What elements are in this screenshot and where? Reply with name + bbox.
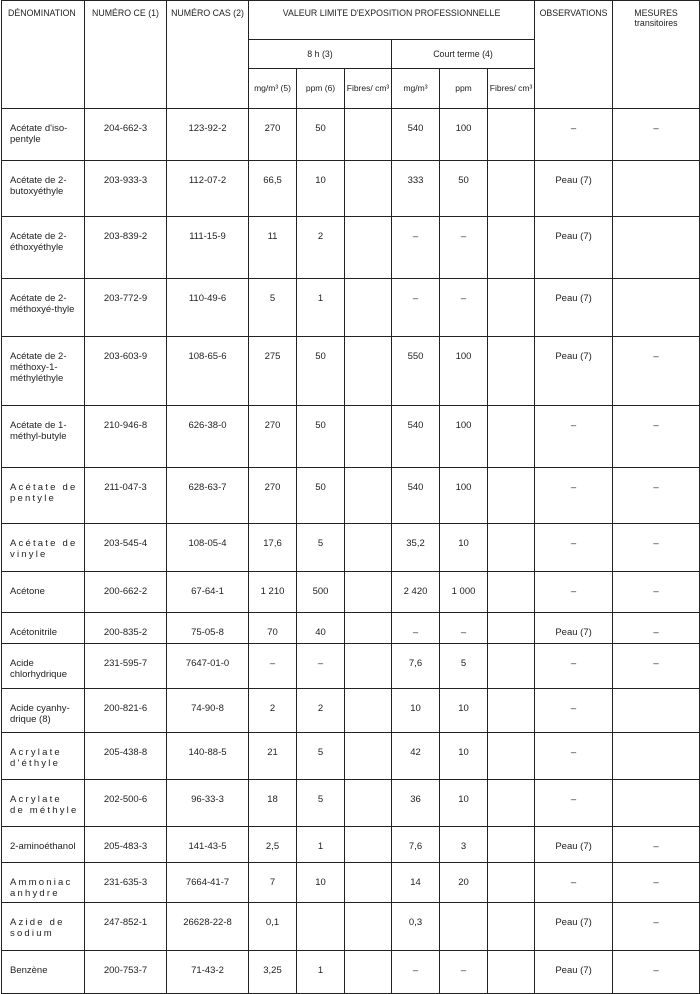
cell-name: Acétate d'iso-pentyle — [2, 109, 85, 161]
cell-mg8: 18 — [249, 780, 297, 827]
cell-ppm8: 1 — [297, 827, 345, 863]
cell-cas: 141-43-5 — [167, 827, 249, 863]
table-row — [2, 903, 700, 951]
cell-obs: Peau (7) — [535, 279, 613, 337]
cell-fib8 — [345, 644, 392, 689]
cell-name: Acétate de 2-butoxyéthyle — [2, 161, 85, 217]
cell-fibct — [488, 689, 535, 733]
cell-fibct — [488, 468, 535, 524]
cell-fibct — [488, 827, 535, 863]
cell-ppm8: – — [297, 644, 345, 689]
cell-fibct — [488, 572, 535, 613]
cell-mes: – — [613, 613, 700, 644]
cell-fibct — [488, 951, 535, 994]
cell-cas: 67-64-1 — [167, 572, 249, 613]
cell-mes — [613, 780, 700, 827]
cell-mgct: 36 — [392, 780, 440, 827]
cell-obs: – — [535, 109, 613, 161]
cell-fib8 — [345, 689, 392, 733]
cell-mgct: 2 420 — [392, 572, 440, 613]
cell-ce: 231-595-7 — [85, 644, 167, 689]
cell-fibct — [488, 406, 535, 468]
cell-fibct — [488, 109, 535, 161]
cell-mgct: – — [392, 951, 440, 994]
cell-cas: 110-49-6 — [167, 279, 249, 337]
cell-mg8: 17,6 — [249, 524, 297, 572]
cell-mgct: 35,2 — [392, 524, 440, 572]
cell-mgct: 540 — [392, 468, 440, 524]
cell-mg8: 275 — [249, 337, 297, 406]
table-row — [2, 780, 700, 827]
cell-mes: – — [613, 644, 700, 689]
cell-mg8: – — [249, 644, 297, 689]
cell-ce: 203-545-4 — [85, 524, 167, 572]
cell-mes: – — [613, 406, 700, 468]
cell-fibct — [488, 863, 535, 903]
cell-obs: – — [535, 733, 613, 780]
cell-fib8 — [345, 827, 392, 863]
cell-mes — [613, 161, 700, 217]
cell-ppmct: 100 — [440, 337, 488, 406]
cell-ce: 231-635-3 — [85, 863, 167, 903]
cell-name: Acétate de 2-méthoxyé-thyle — [2, 279, 85, 337]
header-numero-ce: NUMÉRO CE (1) — [85, 1, 167, 109]
cell-mg8: 70 — [249, 613, 297, 644]
cell-obs: – — [535, 524, 613, 572]
cell-ce: 203-933-3 — [85, 161, 167, 217]
cell-name: Acétonitrile — [2, 613, 85, 644]
cell-ppm8: 500 — [297, 572, 345, 613]
cell-cas: 108-65-6 — [167, 337, 249, 406]
cell-name: Ammoniac anhydre — [2, 863, 85, 903]
cell-name: Azide de sodium — [2, 903, 85, 951]
table-row — [2, 337, 700, 406]
cell-ce: 203-772-9 — [85, 279, 167, 337]
cell-mg8: 5 — [249, 279, 297, 337]
header-denomination: DÉNOMINATION — [2, 1, 85, 109]
cell-mg8: 270 — [249, 406, 297, 468]
header-court-terme: Court terme (4) — [392, 40, 535, 69]
cell-fib8 — [345, 279, 392, 337]
cell-cas: 111-15-9 — [167, 217, 249, 279]
cell-ce: 211-047-3 — [85, 468, 167, 524]
cell-mgct: – — [392, 279, 440, 337]
cell-mgct: 7,6 — [392, 644, 440, 689]
cell-mg8: 270 — [249, 109, 297, 161]
cell-cas: 74-90-8 — [167, 689, 249, 733]
cell-cas: 7647-01-0 — [167, 644, 249, 689]
cell-fibct — [488, 644, 535, 689]
cell-mgct: 540 — [392, 109, 440, 161]
cell-mes — [613, 733, 700, 780]
cell-obs: Peau (7) — [535, 337, 613, 406]
header-mgm3-8h: mg/m³ (5) — [249, 69, 297, 109]
cell-mes — [613, 689, 700, 733]
cell-mgct: – — [392, 217, 440, 279]
cell-obs: Peau (7) — [535, 951, 613, 994]
cell-ppmct: 50 — [440, 161, 488, 217]
cell-mes — [613, 217, 700, 279]
cell-cas: 7664-41-7 — [167, 863, 249, 903]
cell-name: Acétone — [2, 572, 85, 613]
cell-ppmct: 20 — [440, 863, 488, 903]
cell-mg8: 11 — [249, 217, 297, 279]
cell-ppmct: 3 — [440, 827, 488, 863]
cell-fib8 — [345, 161, 392, 217]
cell-ppm8: 50 — [297, 406, 345, 468]
cell-mes: – — [613, 337, 700, 406]
cell-ppm8 — [297, 903, 345, 951]
cell-fib8 — [345, 524, 392, 572]
cell-name: Acrylate de méthyle — [2, 780, 85, 827]
cell-cas: 123-92-2 — [167, 109, 249, 161]
cell-fib8 — [345, 780, 392, 827]
table-row — [2, 733, 700, 780]
cell-fib8 — [345, 613, 392, 644]
cell-mg8: 3,25 — [249, 951, 297, 994]
cell-fib8 — [345, 951, 392, 994]
cell-name: 2-aminoéthanol — [2, 827, 85, 863]
cell-obs: – — [535, 780, 613, 827]
cell-ppm8: 5 — [297, 733, 345, 780]
cell-ppm8: 40 — [297, 613, 345, 644]
cell-ppmct: 100 — [440, 406, 488, 468]
cell-ppm8: 50 — [297, 468, 345, 524]
cell-ppmct: 5 — [440, 644, 488, 689]
header-mgm3-ct: mg/m³ — [392, 69, 440, 109]
cell-ppm8: 50 — [297, 337, 345, 406]
cell-fibct — [488, 780, 535, 827]
cell-ce: 203-603-9 — [85, 337, 167, 406]
cell-obs: Peau (7) — [535, 613, 613, 644]
cell-ppmct: 10 — [440, 689, 488, 733]
header-ppm-ct: ppm — [440, 69, 488, 109]
cell-ppm8: 1 — [297, 951, 345, 994]
header-mesures: MESURES transitoires — [613, 1, 700, 109]
cell-ce: 247-852-1 — [85, 903, 167, 951]
cell-ce: 205-438-8 — [85, 733, 167, 780]
cell-fibct — [488, 903, 535, 951]
cell-mg8: 7 — [249, 863, 297, 903]
cell-fibct — [488, 733, 535, 780]
cell-ppmct — [440, 903, 488, 951]
cell-obs: – — [535, 406, 613, 468]
cell-mgct: 42 — [392, 733, 440, 780]
header-vlep: VALEUR LIMITE D'EXPOSITION PROFESSIONNELLE — [249, 1, 535, 40]
cell-obs: – — [535, 863, 613, 903]
cell-cas: 112-07-2 — [167, 161, 249, 217]
cell-ce: 200-753-7 — [85, 951, 167, 994]
cell-mgct: 10 — [392, 689, 440, 733]
cell-mes: – — [613, 863, 700, 903]
table-body — [2, 109, 700, 994]
cell-ppm8: 5 — [297, 780, 345, 827]
header-observations: OBSERVATIONS — [535, 1, 613, 109]
cell-name: Acide cyanhy-drique (8) — [2, 689, 85, 733]
cell-ppm8: 10 — [297, 863, 345, 903]
cell-obs: – — [535, 689, 613, 733]
cell-mgct: 14 — [392, 863, 440, 903]
table-row — [2, 279, 700, 337]
table-row — [2, 468, 700, 524]
cell-ce: 205-483-3 — [85, 827, 167, 863]
header-ppm-8h: ppm (6) — [297, 69, 345, 109]
cell-mgct: 540 — [392, 406, 440, 468]
cell-cas: 26628-22-8 — [167, 903, 249, 951]
cell-obs: Peau (7) — [535, 903, 613, 951]
table-row — [2, 613, 700, 644]
cell-cas: 75-05-8 — [167, 613, 249, 644]
cell-mg8: 21 — [249, 733, 297, 780]
cell-ppmct: 10 — [440, 733, 488, 780]
cell-mg8: 1 210 — [249, 572, 297, 613]
table-row — [2, 406, 700, 468]
table-row — [2, 161, 700, 217]
cell-name: Acide chlorhydrique — [2, 644, 85, 689]
cell-mes — [613, 279, 700, 337]
cell-ppm8: 50 — [297, 109, 345, 161]
cell-fibct — [488, 217, 535, 279]
cell-mgct: 0,3 — [392, 903, 440, 951]
cell-mes: – — [613, 109, 700, 161]
cell-name: Benzène — [2, 951, 85, 994]
cell-cas: 626-38-0 — [167, 406, 249, 468]
cell-fibct — [488, 161, 535, 217]
table-row — [2, 109, 700, 161]
table-row — [2, 572, 700, 613]
cell-mes: – — [613, 524, 700, 572]
cell-mes: – — [613, 903, 700, 951]
cell-obs: Peau (7) — [535, 217, 613, 279]
cell-mes: – — [613, 572, 700, 613]
cell-fib8 — [345, 863, 392, 903]
cell-ce: 200-835-2 — [85, 613, 167, 644]
table-row — [2, 217, 700, 279]
cell-name: Acétate de 2-éthoxyéthyle — [2, 217, 85, 279]
cell-fib8 — [345, 468, 392, 524]
cell-ppmct: – — [440, 951, 488, 994]
cell-fib8 — [345, 217, 392, 279]
cell-ce: 210-946-8 — [85, 406, 167, 468]
table-row — [2, 644, 700, 689]
cell-name: Acétate de 2-méthoxy-1-méthyléthyle — [2, 337, 85, 406]
cell-ppm8: 5 — [297, 524, 345, 572]
cell-fib8 — [345, 406, 392, 468]
cell-mes: – — [613, 468, 700, 524]
cell-ppm8: 10 — [297, 161, 345, 217]
cell-name: Acétate de 1-méthyl-butyle — [2, 406, 85, 468]
table-row — [2, 689, 700, 733]
cell-mes: – — [613, 951, 700, 994]
cell-cas: 140-88-5 — [167, 733, 249, 780]
cell-ce: 200-662-2 — [85, 572, 167, 613]
cell-cas: 96-33-3 — [167, 780, 249, 827]
table-row — [2, 951, 700, 994]
cell-ce: 200-821-6 — [85, 689, 167, 733]
cell-obs: – — [535, 468, 613, 524]
cell-name: Acétate de pentyle — [2, 468, 85, 524]
header-fibres-8h: Fibres/ cm³ — [345, 69, 392, 109]
cell-name: Acétate de vinyle — [2, 524, 85, 572]
cell-fib8 — [345, 337, 392, 406]
cell-ppmct: 10 — [440, 524, 488, 572]
cell-fibct — [488, 524, 535, 572]
cell-obs: Peau (7) — [535, 161, 613, 217]
cell-ppmct: – — [440, 279, 488, 337]
vlep-table — [1, 0, 700, 994]
header-8h: 8 h (3) — [249, 40, 392, 69]
cell-ce: 202-500-6 — [85, 780, 167, 827]
header-numero-cas: NUMÉRO CAS (2) — [167, 1, 249, 109]
cell-ppm8: 1 — [297, 279, 345, 337]
cell-obs: – — [535, 572, 613, 613]
table-row — [2, 524, 700, 572]
cell-fib8 — [345, 572, 392, 613]
cell-ppmct: 10 — [440, 780, 488, 827]
header-fibres-ct: Fibres/ cm³ — [488, 69, 535, 109]
cell-ppm8: 2 — [297, 217, 345, 279]
cell-ppmct: 1 000 — [440, 572, 488, 613]
cell-ce: 203-839-2 — [85, 217, 167, 279]
cell-mg8: 270 — [249, 468, 297, 524]
cell-mgct: – — [392, 613, 440, 644]
cell-mes: – — [613, 827, 700, 863]
cell-mg8: 0,1 — [249, 903, 297, 951]
cell-cas: 71-43-2 — [167, 951, 249, 994]
cell-cas: 628-63-7 — [167, 468, 249, 524]
cell-obs: – — [535, 644, 613, 689]
cell-fibct — [488, 337, 535, 406]
table-row — [2, 827, 700, 863]
cell-name: Acrylate d'éthyle — [2, 733, 85, 780]
cell-ppmct: – — [440, 613, 488, 644]
cell-ppmct: – — [440, 217, 488, 279]
cell-mgct: 333 — [392, 161, 440, 217]
cell-ppmct: 100 — [440, 109, 488, 161]
cell-ppm8: 2 — [297, 689, 345, 733]
cell-mg8: 2,5 — [249, 827, 297, 863]
cell-fib8 — [345, 903, 392, 951]
cell-mg8: 66,5 — [249, 161, 297, 217]
cell-fib8 — [345, 109, 392, 161]
cell-fib8 — [345, 733, 392, 780]
cell-mgct: 550 — [392, 337, 440, 406]
cell-mg8: 2 — [249, 689, 297, 733]
table-row — [2, 863, 700, 903]
cell-fibct — [488, 613, 535, 644]
cell-mgct: 7,6 — [392, 827, 440, 863]
cell-ce: 204-662-3 — [85, 109, 167, 161]
cell-obs: Peau (7) — [535, 827, 613, 863]
cell-cas: 108-05-4 — [167, 524, 249, 572]
cell-fibct — [488, 279, 535, 337]
cell-ppmct: 100 — [440, 468, 488, 524]
